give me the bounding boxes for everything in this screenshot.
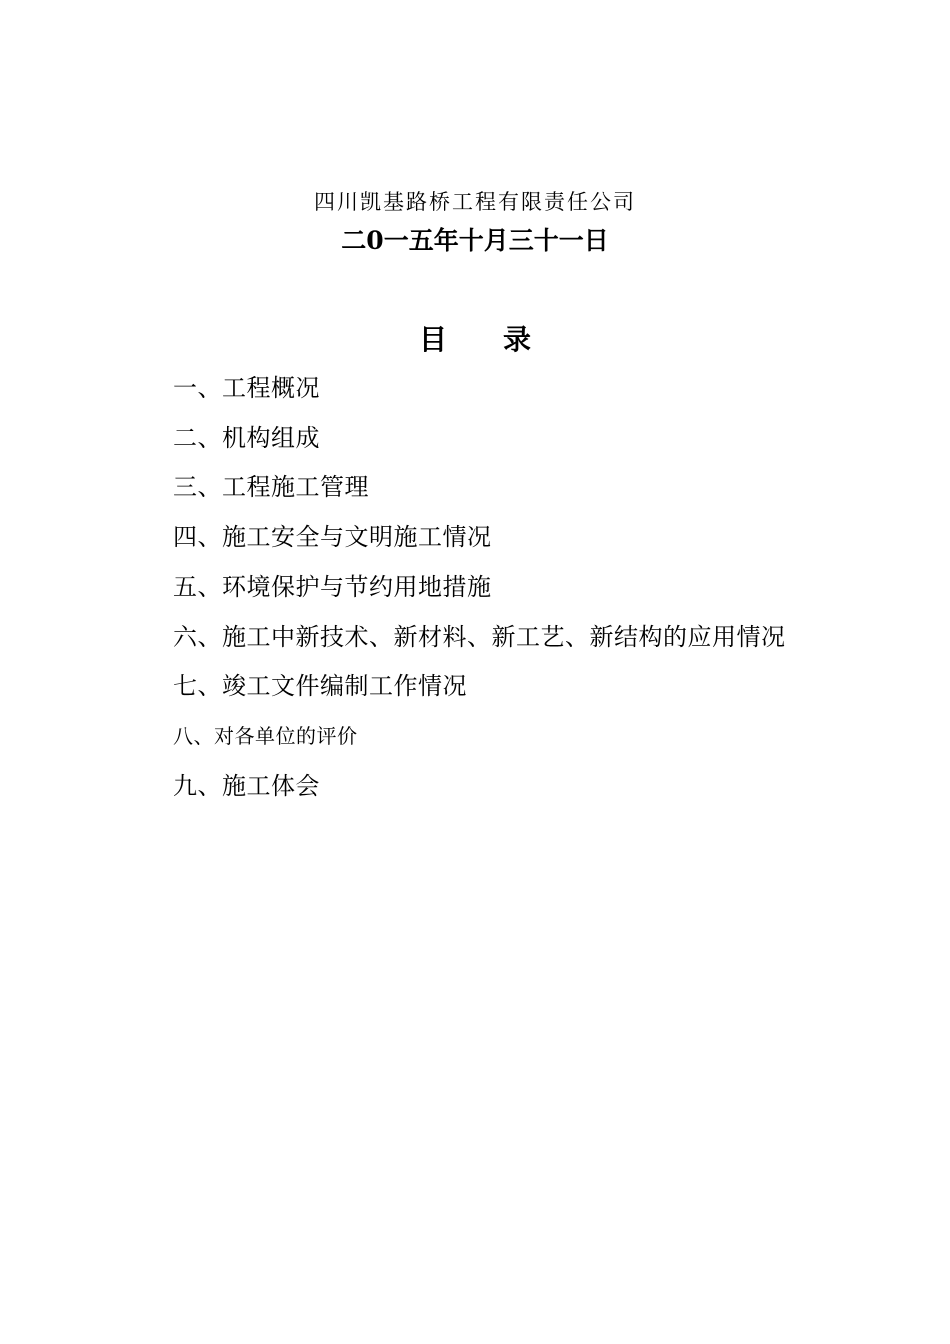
toc-title: 目录 [418,323,587,356]
toc-item-9: 九、施工体会 [173,771,320,800]
company-name: 四川凯基路桥工程有限责任公司 [314,190,636,214]
document-date: 二0一五年十月三十一日 [341,226,609,255]
toc-item-8: 八、对各单位的评价 [173,723,358,748]
toc-item-5: 五、环境保护与节约用地措施 [173,572,492,601]
toc-item-7: 七、竣工文件编制工作情况 [173,672,467,701]
toc-item-2: 二、机构组成 [173,423,320,452]
toc-list [143,364,823,811]
toc-item-1: 一、工程概况 [173,374,320,402]
toc-item-4: 四、施工安全与文明施工情况 [173,523,492,552]
toc-item-3: 三、工程施工管理 [173,473,369,502]
toc-item-6: 六、施工中新技术、新材料、新工艺、新结构的应用情况 [173,622,786,651]
